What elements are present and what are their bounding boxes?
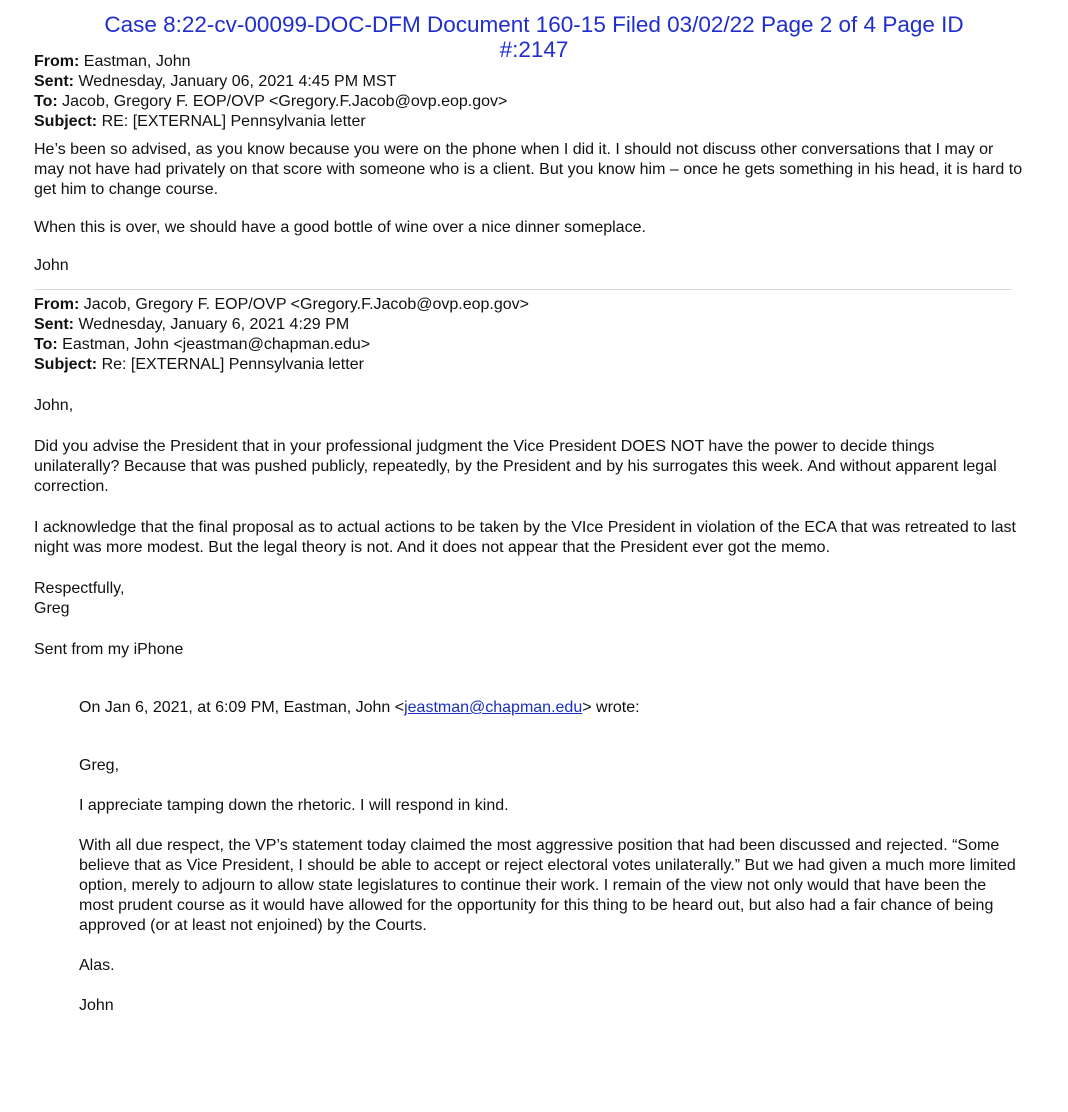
email2-closing: Respectfully,: [34, 580, 125, 597]
email2-sent-from: Sent from my iPhone: [34, 641, 184, 658]
email1-signature: John: [34, 257, 69, 274]
page-count: Page 2 of 4: [760, 12, 877, 37]
email2-subject: Subject: Re: [EXTERNAL] Pennsylvania letter: [34, 356, 364, 373]
email2-greeting: John,: [34, 397, 74, 414]
email2-from: From: Jacob, Gregory F. EOP/OVP <Gregory.F.Jacob@ovp.eop.gov>: [34, 296, 529, 313]
quoted-intro: On Jan 6, 2021, at 6:09 PM, Eastman, John <jeastman@chapman.edu> wrote:: [79, 699, 640, 716]
email1-headers: [34, 52, 1024, 132]
email2-sent: Sent: Wednesday, January 6, 2021 4:29 PM: [34, 316, 350, 333]
email1-sent: Sent: Wednesday, January 06, 2021 4:45 PM MST: [34, 73, 397, 90]
email1-to: To: Jacob, Gregory F. EOP/OVP <Gregory.F.Jacob@ovp.eop.gov>: [34, 93, 508, 110]
email-separator: [34, 289, 1012, 290]
case-header-line-1: [0, 12, 1068, 37]
quoted-signature: John: [79, 997, 114, 1014]
email2-signature: Greg: [34, 600, 70, 617]
quoted-paragraph: Alas.: [79, 957, 115, 974]
email-document: [34, 52, 1024, 1016]
email1-paragraph: When this is over, we should have a good bottle of wine over a nice dinner someplace.: [34, 219, 646, 236]
page-id-label: Page ID: [882, 12, 964, 37]
quoted-greeting: Greg,: [79, 757, 120, 774]
email2-headers: [34, 295, 1024, 375]
case-number: Case 8:22-cv-00099-DOC-DFM: [104, 12, 421, 37]
email1-from: From: Eastman, John: [34, 53, 191, 70]
quoted-paragraph: With all due respect, the VP’s statement today claimed the most aggressive position that had been discussed and rejected. “Some believe that as Vice President, I should be able to accept or reject electoral votes unilaterally.” But we had given a much more limited option, merely to adjourn to allow state legislatures to continue their work. I remain of the view not only would that have been the most prudent course as it would have allowed for the opportunity for this thing to be heard out, but also had a fair chance of being approved (or at least not enjoined) by the Courts.: [79, 837, 1016, 934]
email2-to: To: Eastman, John <jeastman@chapman.edu>: [34, 336, 371, 353]
quoted-paragraph: I appreciate tamping down the rhetoric. I will respond in kind.: [79, 797, 509, 814]
email2-paragraph: Did you advise the President that in your professional judgment the Vice President DOES NOT have the power to decide things unilaterally? Because that was pushed publicly, repeatedly, by the President and by his surrogates this week. And without apparent legal correction.: [34, 438, 997, 495]
document-number: Document 160-15: [426, 12, 606, 37]
filed-date: Filed 03/02/22: [612, 12, 755, 37]
quoted-email-link[interactable]: jeastman@chapman.edu: [404, 699, 583, 716]
email1-paragraph: He’s been so advised, as you know because you were on the phone when I did it. I should not discuss other conversations that I may or may not have had privately on that score with someone who is a client. But you know him – once he gets something in his head, it is hard to get him to change course.: [34, 141, 1023, 198]
page-id-number: #:2147: [499, 37, 569, 62]
quoted-email: [34, 698, 1024, 1016]
email2-paragraph: I acknowledge that the final proposal as to actual actions to be taken by the VIce President in violation of the ECA that was retreated to last night was more modest. But the legal theory is not. And it does not appear that the President ever got the memo.: [34, 519, 1016, 556]
email1-subject: Subject: RE: [EXTERNAL] Pennsylvania letter: [34, 113, 366, 130]
